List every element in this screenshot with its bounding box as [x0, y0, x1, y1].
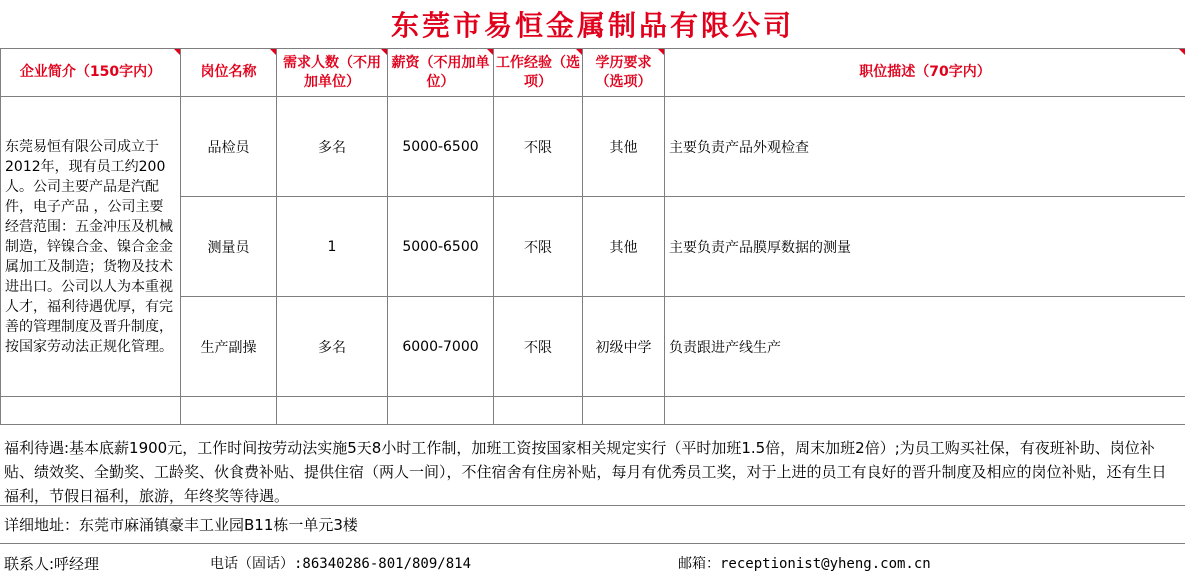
empty-cell — [181, 397, 277, 425]
contact-phone: 电话（固话）:86340286-801/809/814 — [210, 556, 472, 572]
header-experience: 工作经验（选项） — [494, 49, 583, 97]
contact-person: 联系人:呼经理 — [4, 554, 100, 573]
job-salary: 5000-6500 — [388, 97, 494, 197]
contact-email: 邮箱：receptionist@yheng.com.cn — [678, 556, 931, 572]
header-count: 需求人数（不用加单位） — [277, 49, 388, 97]
empty-cell — [277, 397, 388, 425]
empty-cell — [665, 397, 1185, 425]
job-description: 主要负责产品外观检查 — [665, 97, 1185, 197]
job-description: 负责跟进产线生产 — [665, 297, 1185, 397]
company-title: 东莞市易恒金属制品有限公司 — [0, 0, 1185, 49]
address-text: 详细地址：东莞市麻涌镇豪丰工业园B11栋一单元3楼 — [0, 506, 1185, 544]
header-salary: 薪资（不用加单位） — [388, 49, 494, 97]
job-position: 测量员 — [181, 197, 277, 297]
job-position: 生产副操 — [181, 297, 277, 397]
table-row — [1, 97, 1185, 197]
header-education: 学历要求（选项） — [583, 49, 665, 97]
job-experience: 不限 — [494, 297, 583, 397]
job-table — [0, 48, 1185, 425]
job-education: 其他 — [583, 97, 665, 197]
job-experience: 不限 — [494, 197, 583, 297]
header-row — [1, 49, 1185, 97]
header-position: 岗位名称 — [181, 49, 277, 97]
benefits-text: 福利待遇:基本底薪1900元，工作时间按劳动法实施5天8小时工作制，加班工资按国家相关规定实行（平时加班1.5倍，周末加班2倍）;为员工购买社保，有夜班补助、岗位补贴、绩效奖、全勤奖、工龄奖、伙食费补贴、提供住宿（两人一间），不住宿舍有住房补贴，每月有优秀员工奖，对于上进的员工有良好的晋升制度及相应的岗位补贴，还有生日福利，节假日福利，旅游，年终奖等待遇。 — [0, 426, 1185, 506]
company-intro: 东莞易恒有限公司成立于2012年，现有员工约200人。公司主要产品是汽配件，电子产品 ，公司主要经营范围：五金冲压及机械制造，锌镍合金、镍合金金属加工及制造；货物及技术进出口。公司以人为本重视人才，福利待遇优厚，有完善的管理制度及晋升制度，按国家劳动法正规化管理。 — [1, 97, 181, 397]
job-salary: 5000-6500 — [388, 197, 494, 297]
header-intro: 企业简介（150字内） — [1, 49, 181, 97]
empty-cell — [494, 397, 583, 425]
job-experience: 不限 — [494, 97, 583, 197]
job-education: 其他 — [583, 197, 665, 297]
job-count: 多名 — [277, 97, 388, 197]
header-description: 职位描述（70字内） — [665, 49, 1185, 97]
job-education: 初级中学 — [583, 297, 665, 397]
job-count: 1 — [277, 197, 388, 297]
job-salary: 6000-7000 — [388, 297, 494, 397]
job-description: 主要负责产品膜厚数据的测量 — [665, 197, 1185, 297]
job-count: 多名 — [277, 297, 388, 397]
contact-row — [0, 544, 1185, 582]
empty-cell — [388, 397, 494, 425]
empty-cell — [583, 397, 665, 425]
job-position: 品检员 — [181, 97, 277, 197]
empty-row — [1, 397, 1185, 425]
empty-cell — [1, 397, 181, 425]
